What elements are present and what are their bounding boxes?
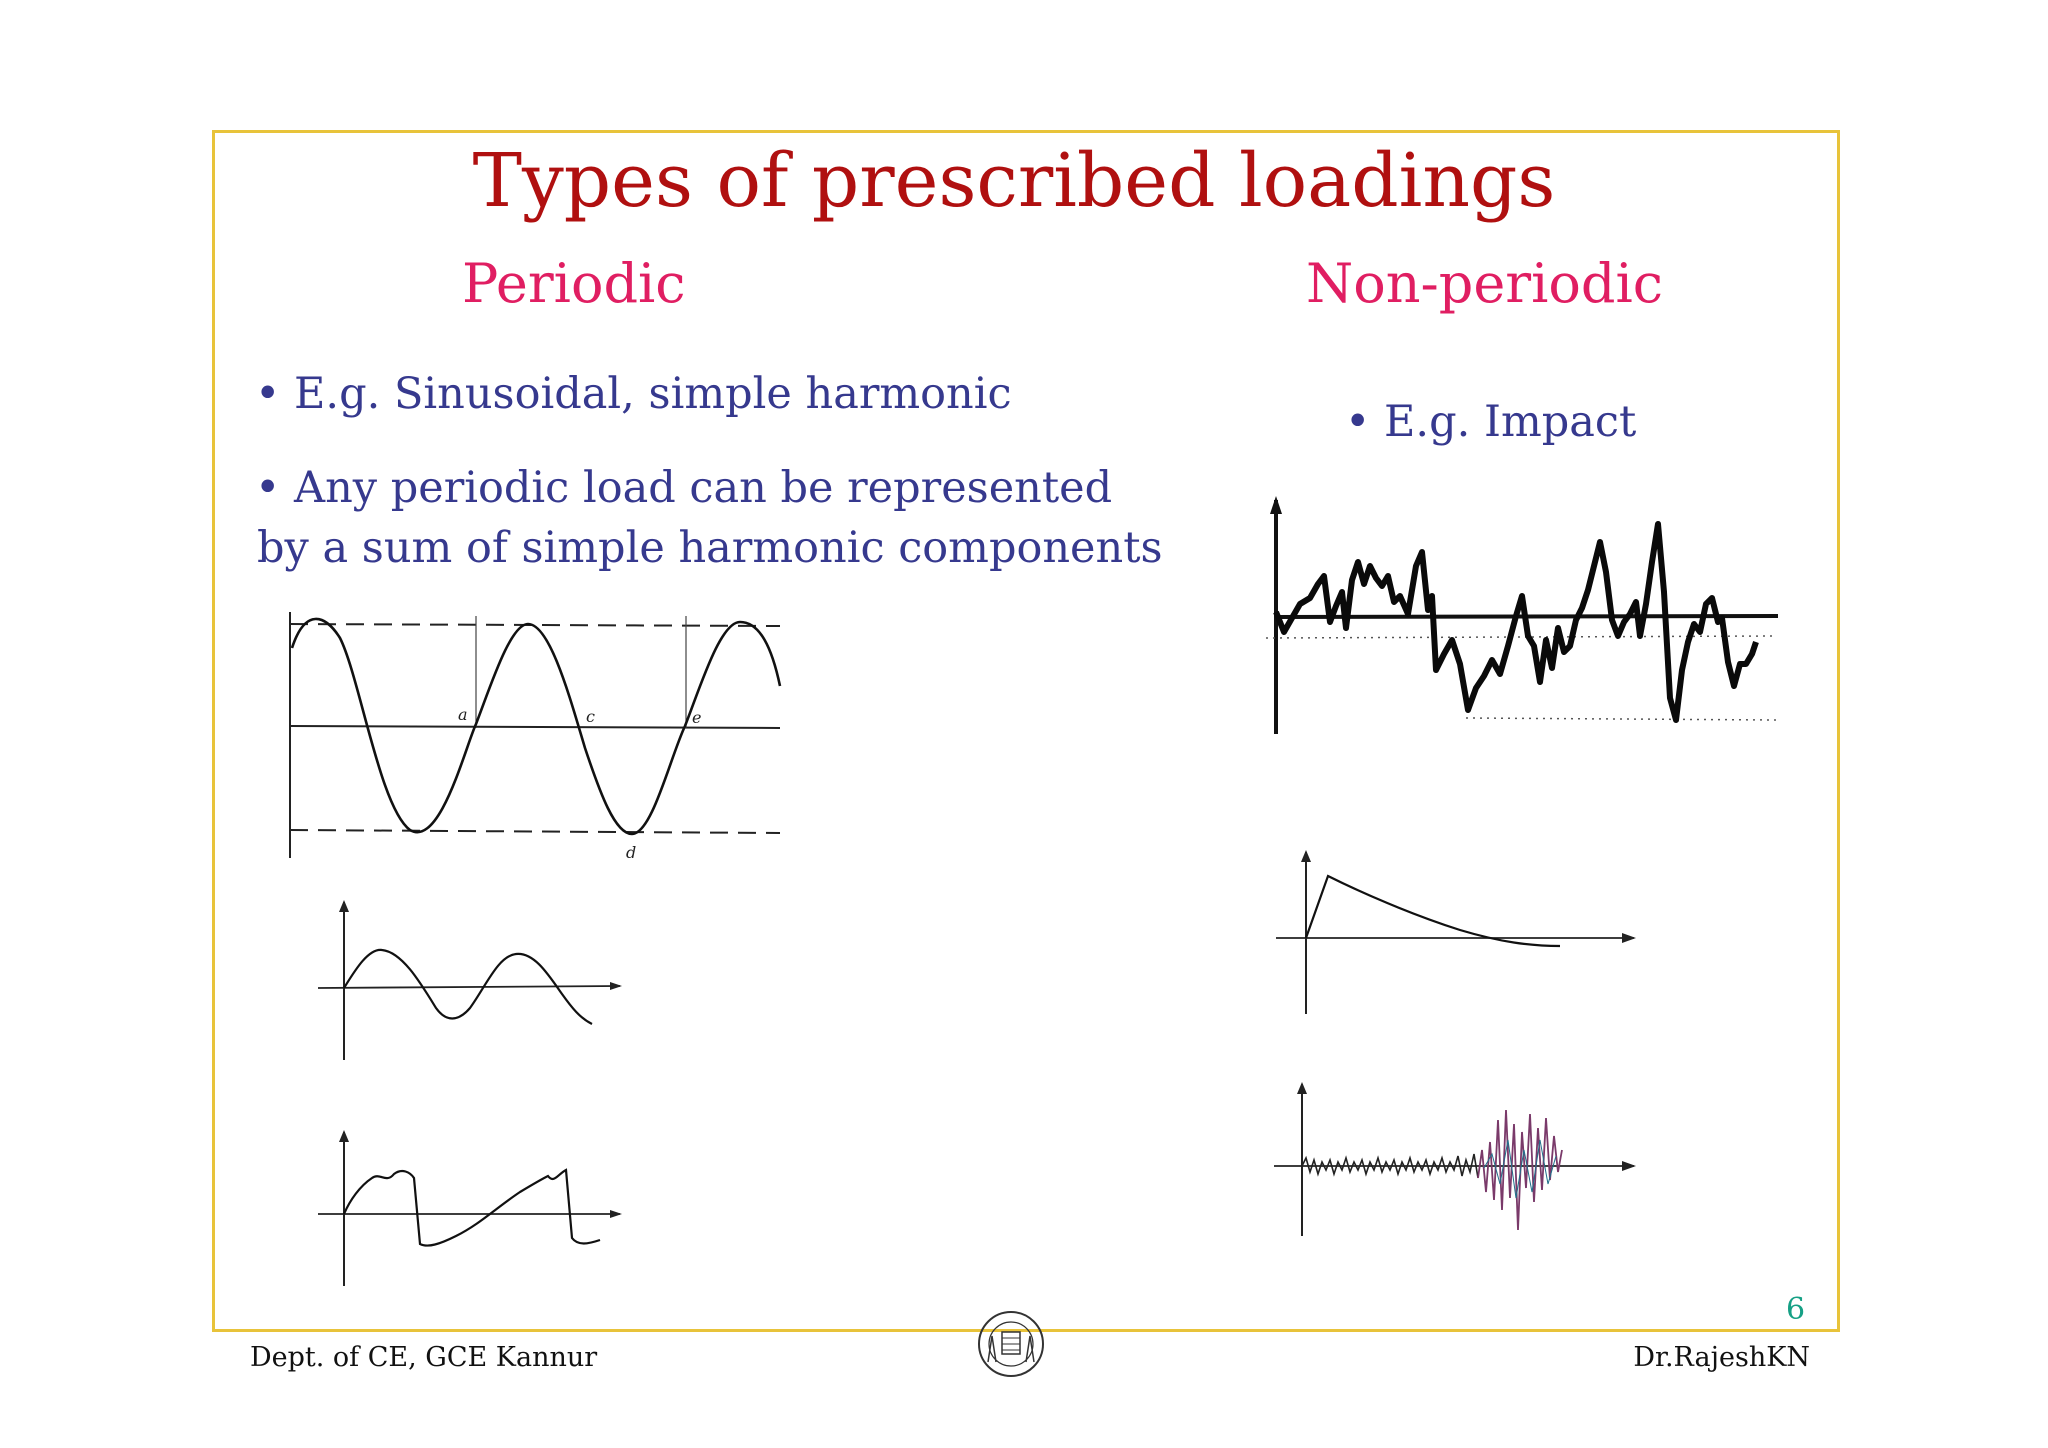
- sawtooth-x-arrow: [610, 1210, 622, 1218]
- earthquake-record-figure: [1270, 1080, 1650, 1240]
- quake-x-arrow: [1622, 1161, 1636, 1171]
- bullet-periodic-sum-line2: by a sum of simple harmonic components: [257, 523, 1163, 573]
- bullet-periodic-sum-line1: • Any periodic load can be represented: [255, 463, 1113, 513]
- periodic-sawtooth-figure: [310, 1128, 630, 1290]
- harmonic-y-arrow: [339, 900, 349, 912]
- sinusoid-zero-line: [290, 726, 780, 728]
- college-emblem-icon: [976, 1306, 1046, 1382]
- bullet-sinusoidal: • E.g. Sinusoidal, simple harmonic: [255, 369, 1012, 419]
- sawtooth-y-arrow: [339, 1130, 349, 1142]
- footer-right-text: Dr.RajeshKN: [1633, 1342, 1810, 1373]
- random-noise-band: [1266, 636, 1776, 720]
- random-load-curve: [1276, 524, 1756, 720]
- bullet-periodic-sum: [255, 458, 1163, 578]
- quake-signal-burst: [1478, 1110, 1562, 1230]
- harmonic-x-arrow: [610, 982, 622, 990]
- impact-pulse-curve: [1306, 876, 1560, 946]
- impact-x-arrow: [1622, 933, 1636, 943]
- quake-y-arrow: [1297, 1082, 1307, 1094]
- page-number: 6: [1786, 1292, 1806, 1327]
- harmonic-x-axis: [318, 986, 620, 988]
- sinusoid-label-a: a: [458, 705, 468, 724]
- sinusoid-label-d: d: [626, 843, 637, 862]
- sinusoid-label-c: c: [586, 707, 595, 726]
- random-y-arrow: [1270, 496, 1282, 514]
- sawtooth-curve: [344, 1170, 600, 1246]
- impact-pulse-figure: [1270, 848, 1650, 1018]
- slide-title: Types of prescribed loadings: [472, 138, 1556, 224]
- periodic-heading: Periodic: [462, 252, 686, 315]
- sinusoid-min-dashed-line: [290, 830, 780, 833]
- sinusoid-label-e: e: [692, 708, 702, 727]
- footer-left-text: Dept. of CE, GCE Kannur: [250, 1342, 598, 1373]
- periodic-harmonic-figure: [310, 898, 630, 1066]
- non-periodic-heading: Non-periodic: [1306, 252, 1663, 315]
- impact-y-arrow: [1301, 850, 1311, 862]
- bullet-impact: • E.g. Impact: [1345, 397, 1637, 447]
- random-load-figure: [1266, 492, 1786, 742]
- sinusoid-figure: [280, 608, 790, 870]
